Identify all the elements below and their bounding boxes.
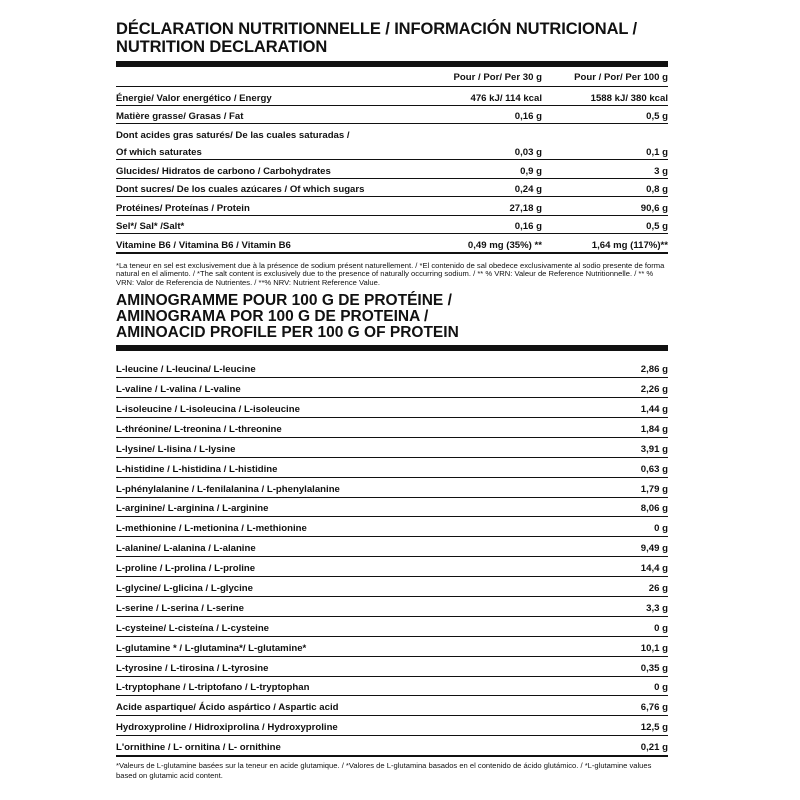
amino-label-cell: L-proline / L-prolina / L-proline [116, 557, 586, 577]
nutrition-value-30g: 0,24 g [416, 178, 542, 197]
amino-label-cell: L-leucine / L-leucina/ L-leucine [116, 358, 586, 377]
nutrition-value-100g: 0,8 g [542, 178, 668, 197]
amino-label-cell: Hydroxyproline / Hidroxiprolina / Hydroxyproline [116, 716, 586, 736]
amino-value-cell: 0,35 g [586, 656, 668, 676]
amino-row [116, 736, 668, 756]
amino-label-cell: L-alanine/ L-alanina / L-alanine [116, 537, 586, 557]
header-per-30g: Pour / Por/ Per 30 g [416, 67, 542, 87]
nutrition-value-100g: 0,5 g [542, 105, 668, 124]
amino-value-cell: 1,79 g [586, 477, 668, 497]
amino-label-cell: L-thréonine/ L-treonina / L-threonine [116, 417, 586, 437]
amino-row [116, 696, 668, 716]
amino-row [116, 557, 668, 577]
nutrition-label-cell: Sel*/ Sal* /Salt* [116, 215, 416, 234]
amino-row [116, 477, 668, 497]
nutrition-label-cell: Matière grasse/ Grasas / Fat [116, 105, 416, 124]
amino-value-cell: 12,5 g [586, 716, 668, 736]
divider [116, 345, 668, 351]
amino-label-cell: L-arginine/ L-arginina / L-arginine [116, 497, 586, 517]
nutrition-title-line: NUTRITION DECLARATION [116, 38, 328, 56]
amino-value-cell: 0,21 g [586, 736, 668, 756]
nutrition-row [116, 215, 668, 234]
nutrition-row [116, 124, 668, 142]
amino-label-cell: L-valine / L-valina / L-valine [116, 378, 586, 398]
amino-value-cell: 3,3 g [586, 596, 668, 616]
amino-title-line: AMINOGRAMME POUR 100 G DE PROTÉINE / [116, 292, 452, 310]
nutrition-title [116, 20, 668, 56]
amino-value-cell: 14,4 g [586, 557, 668, 577]
nutrition-value-100g: 3 g [542, 160, 668, 179]
nutrition-label-cell: Vitamine B6 / Vitamina B6 / Vitamin B6 [116, 234, 416, 253]
amino-value-cell: 6,76 g [586, 696, 668, 716]
nutrition-label [116, 20, 668, 781]
nutrition-table [116, 67, 668, 254]
nutrition-row [116, 87, 668, 106]
header-per-100g: Pour / Por/ Per 100 g [542, 67, 668, 87]
amino-row [116, 358, 668, 377]
nutrition-row [116, 160, 668, 179]
nutrition-value-30g: 0,03 g [416, 142, 542, 160]
nutrition-value-30g: 0,16 g [416, 105, 542, 124]
amino-row [116, 417, 668, 437]
nutrition-label-cell: Glucides/ Hidratos de carbono / Carbohydrates [116, 160, 416, 179]
nutrition-footnote: *La teneur en sel est exclusivement due à la présence de sodium présent naturellement. / *El contenido de sal obedece exclusivamente al sodio presente de forma natural en el alimento. / *The salt content is exclusively due to the presence of naturally occurring sodium. / ** % VRN: Valeur de Reference Nutritionnelle. / ** % VRN: Valor de Referencia de Nutrientes. / **% NRV: Nutrient Reference Value. [116, 260, 665, 287]
amino-label-cell: L-lysine/ L-lisina / L-lysine [116, 437, 586, 457]
nutrition-value-30g: 27,18 g [416, 197, 542, 216]
amino-row [116, 398, 668, 418]
amino-label-cell: L-cysteine/ L-cisteína / L-cysteine [116, 616, 586, 636]
nutrition-value-30g: 0,16 g [416, 215, 542, 234]
nutrition-row [116, 234, 668, 253]
nutrition-header-row [116, 67, 668, 87]
amino-label-cell: Acide aspartique/ Ácido aspártico / Aspartic acid [116, 696, 586, 716]
nutrition-value-100g: 0,1 g [542, 142, 668, 160]
amino-row [116, 497, 668, 517]
amino-value-cell: 8,06 g [586, 497, 668, 517]
amino-label-cell: L-isoleucine / L-isoleucina / L-isoleucine [116, 398, 586, 418]
amino-row [116, 636, 668, 656]
nutrition-row [116, 197, 668, 216]
nutrition-title-line: DÉCLARATION NUTRITIONNELLE / INFORMACIÓN NUTRICIONAL / [116, 20, 638, 38]
amino-value-cell: 3,91 g [586, 437, 668, 457]
amino-label-cell: L'ornithine / L- ornitina / L- ornithine [116, 736, 586, 756]
amino-row [116, 577, 668, 597]
amino-label-cell: L-serine / L-serina / L-serine [116, 596, 586, 616]
amino-title-line: AMINOACID PROFILE PER 100 G OF PROTEIN [116, 324, 459, 342]
nutrition-value-100g: 1588 kJ/ 380 kcal [542, 87, 668, 106]
amino-label-cell: L-glutamine * / L-glutamina*/ L-glutamine* [116, 636, 586, 656]
amino-row [116, 656, 668, 676]
nutrition-value-100g: 1,64 mg (117%)** [542, 234, 668, 253]
amino-title [116, 293, 668, 341]
amino-label-cell: L-methionine / L-metionina / L-methionine [116, 517, 586, 537]
amino-title-line: AMINOGRAMA POR 100 G DE PROTEINA / [116, 308, 429, 326]
nutrition-row [116, 178, 668, 197]
amino-value-cell: 2,86 g [586, 358, 668, 377]
nutrition-label-cell: Of which saturates [116, 142, 416, 160]
amino-value-cell: 1,84 g [586, 417, 668, 437]
amino-label-cell: L-histidine / L-histidina / L-histidine [116, 457, 586, 477]
amino-value-cell: 0 g [586, 676, 668, 696]
amino-value-cell: 0 g [586, 616, 668, 636]
amino-row [116, 437, 668, 457]
amino-label-cell: L-glycine/ L-glicina / L-glycine [116, 577, 586, 597]
amino-row [116, 616, 668, 636]
nutrition-label-cell: Énergie/ Valor energético / Energy [116, 87, 416, 106]
amino-row [116, 537, 668, 557]
nutrition-value-30g [416, 124, 542, 142]
nutrition-label-cell: Dont acides gras saturés/ De las cuales saturadas / [116, 129, 350, 141]
amino-value-cell: 9,49 g [586, 537, 668, 557]
amino-table [116, 358, 668, 757]
amino-footnote: *Valeurs de L-glutamine basées sur la teneur en acide glutamique. / *Valores de L-glutamina basados en el contenido de ácido glutámico. / *L-glutamine values based on glutamic acid content. [116, 761, 652, 781]
nutrition-row [116, 142, 668, 160]
nutrition-value-100g [542, 124, 668, 142]
amino-row [116, 517, 668, 537]
amino-row [116, 457, 668, 477]
nutrition-row [116, 105, 668, 124]
amino-value-cell: 10,1 g [586, 636, 668, 656]
amino-label-cell: L-phénylalanine / L-fenilalanina / L-phenylalanine [116, 477, 586, 497]
amino-row [116, 676, 668, 696]
amino-row [116, 596, 668, 616]
nutrition-value-30g: 0,49 mg (35%) ** [416, 234, 542, 253]
header-blank [116, 67, 416, 87]
amino-row [116, 716, 668, 736]
amino-value-cell: 1,44 g [586, 398, 668, 418]
nutrition-label-cell: Protéines/ Proteínas / Protein [116, 197, 416, 216]
amino-value-cell: 26 g [586, 577, 668, 597]
amino-label-cell: L-tryptophane / L-triptofano / L-tryptophan [116, 676, 586, 696]
nutrition-value-100g: 0,5 g [542, 215, 668, 234]
nutrition-value-30g: 476 kJ/ 114 kcal [416, 87, 542, 106]
amino-value-cell: 0,63 g [586, 457, 668, 477]
nutrition-value-30g: 0,9 g [416, 160, 542, 179]
amino-value-cell: 0 g [586, 517, 668, 537]
nutrition-value-100g: 90,6 g [542, 197, 668, 216]
amino-value-cell: 2,26 g [586, 378, 668, 398]
amino-label-cell: L-tyrosine / L-tirosina / L-tyrosine [116, 656, 586, 676]
nutrition-label-cell: Dont sucres/ De los cuales azúcares / Of which sugars [116, 178, 416, 197]
amino-row [116, 378, 668, 398]
